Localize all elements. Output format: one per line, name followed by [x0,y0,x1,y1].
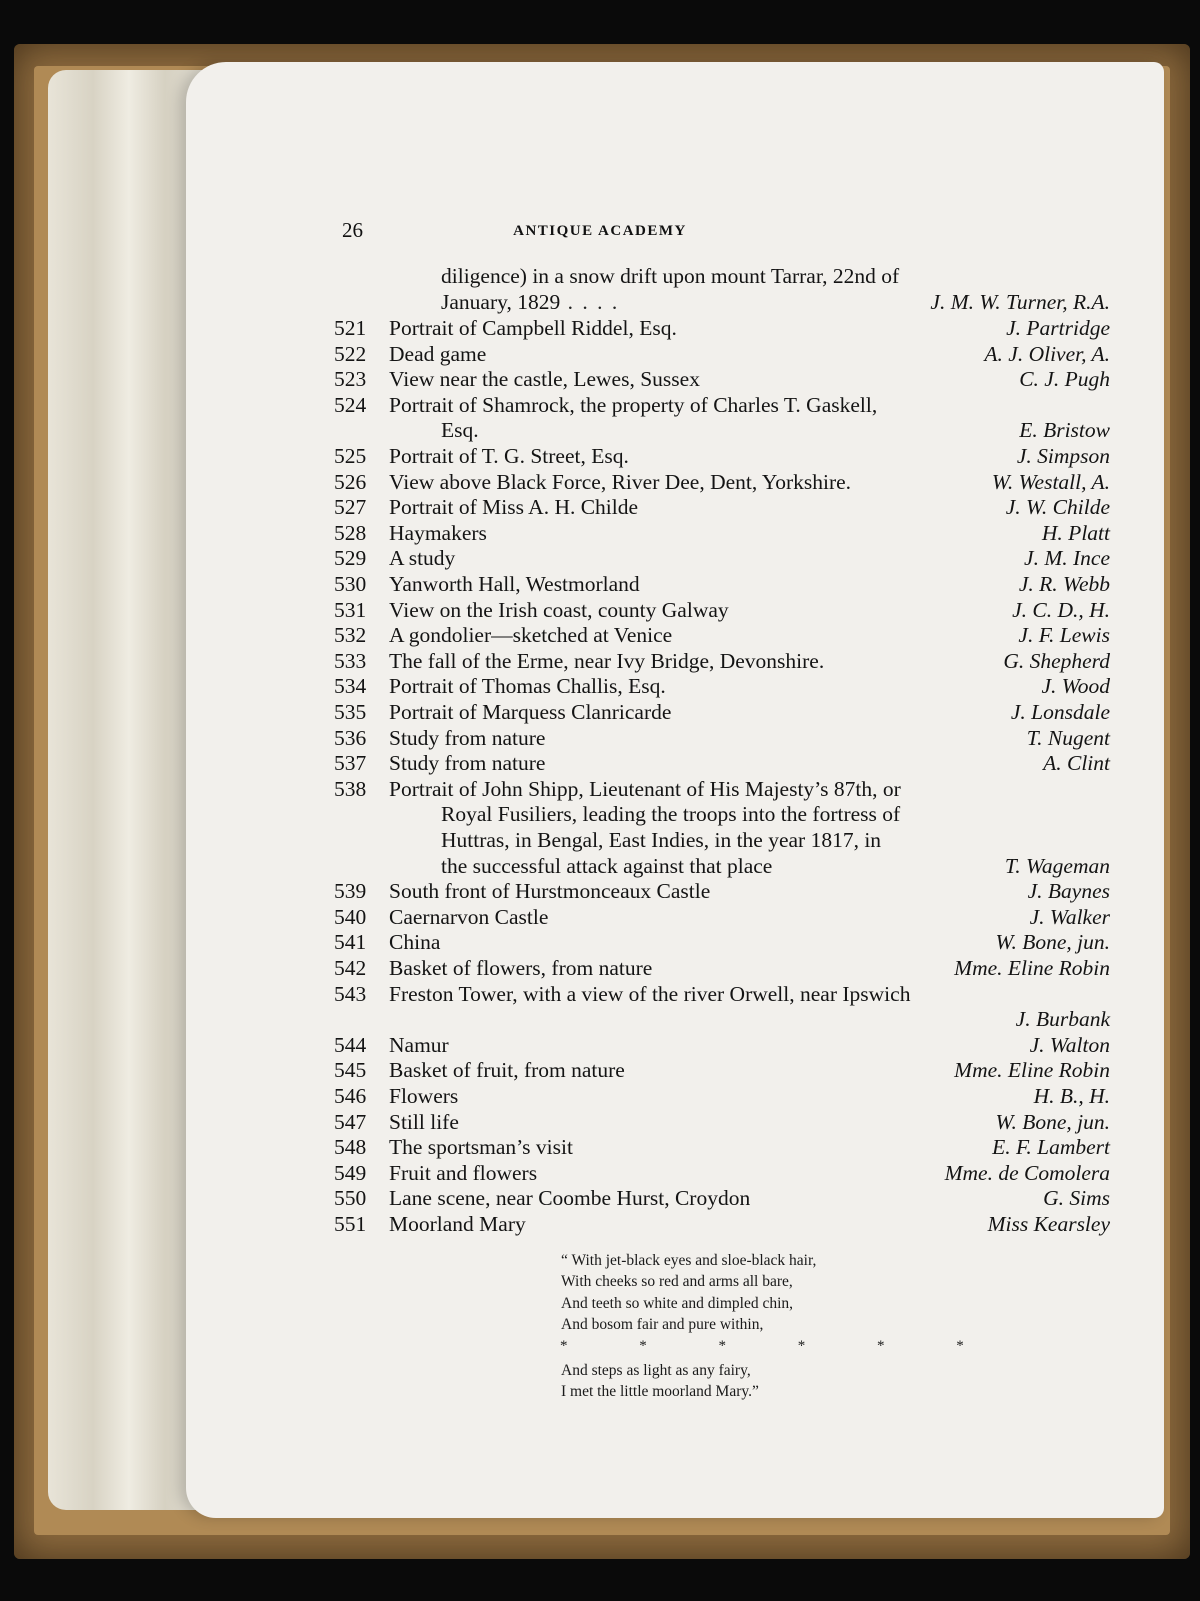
entry-artist: Mme. de Comolera [944,1160,1110,1185]
entry-artist: J. Burbank [1015,1007,1110,1032]
entry-title: A study [389,546,456,571]
entry-artist: J. Walker [1029,904,1110,929]
entry-title: the successful attack against that place [441,853,773,878]
entry-title: Lane scene, near Coombe Hurst, Croydon [389,1186,751,1211]
entry-artist: J. Simpson [1016,444,1110,468]
entry-artist: A. Clint [1043,751,1110,776]
entry-artist: J. Partridge [1006,316,1110,340]
entry-artist: T. Nugent [1026,725,1110,750]
entry-artist: Mme. Eline Robin [954,956,1110,980]
entry-number: 529 [334,546,367,571]
entry-number: 523 [334,367,367,392]
entry-artist: W. Bone, jun. [995,930,1110,955]
entry-title: South front of Hurstmonceaux Castle [389,879,711,904]
entry-number: 545 [334,1058,367,1083]
entry-number: 537 [334,751,367,776]
entry-number: 543 [334,981,367,1006]
entry-artist: A. J. Oliver, A. [984,341,1110,366]
entry-number: 525 [334,444,367,468]
entry-artist: T. Wageman [1004,853,1110,878]
entry-artist: E. F. Lambert [992,1135,1110,1160]
entry-title: Portrait of Miss A. H. Childe [389,495,639,520]
entry-artist: C. J. Pugh [1019,367,1110,392]
entry-title: Huttras, in Bengal, East Indies, in the year 1817, in [441,828,882,852]
entry-artist: J. Lonsdale [1010,700,1110,724]
entry-number: 535 [334,700,367,724]
entry-artist: J. Wood [1041,674,1110,699]
entry-title: Portrait of John Shipp, Lieutenant of His Majesty’s 87th, or [389,776,901,801]
entry-title: Portrait of Thomas Challis, Esq. [389,674,666,699]
entry-number: 527 [334,495,367,520]
entry-title: A gondolier—sketched at Venice [389,623,673,648]
entry-artist: G. Shepherd [1003,648,1110,673]
entry-number: 538 [334,776,367,801]
verse-line: And steps as light as any fairy, [561,1362,751,1379]
entry-title: Moorland Mary [389,1212,526,1236]
entry-number: 530 [334,572,367,596]
entry-title: Yanworth Hall, Westmorland [389,572,640,596]
verse-line: With cheeks so red and arms all bare, [561,1273,793,1290]
entry-number: 541 [334,930,367,955]
entry-number: 540 [334,904,367,929]
entry-title: View near the castle, Lewes, Sussex [389,367,700,392]
verse-line: And teeth so white and dimpled chin, [561,1295,794,1312]
entry-title: Still life [389,1109,459,1134]
entry-title: Portrait of Marquess Clanricarde [389,700,672,724]
entry-title: The fall of the Erme, near Ivy Bridge, Devonshire. [389,648,825,673]
verse-line: “ With jet-black eyes and sloe-black hair, [561,1252,817,1269]
entry-artist: E. Bristow [1019,418,1110,443]
entry-artist: J. Walton [1029,1032,1110,1057]
entry-artist: W. Bone, jun. [995,1109,1110,1134]
entry-title: Portrait of Shamrock, the property of Charles T. Gaskell, [389,392,878,417]
entry-number: 521 [334,316,367,340]
entry-artist: H. Platt [1041,520,1110,545]
entry-number: 528 [334,520,367,545]
entry-title: Royal Fusiliers, leading the troops into the fortress of [441,802,901,827]
asterism: * * * * * * [560,1338,998,1354]
entry-number: 524 [334,392,367,417]
entry-number: 546 [334,1084,367,1108]
entry-title: Fruit and flowers [389,1160,538,1185]
entry-title: The sportsman’s visit [389,1135,573,1160]
entry-artist: J. F. Lewis [1018,623,1110,648]
entry-artist: W. Westall, A. [991,469,1110,494]
entry-number: 539 [334,879,367,904]
entry-title: Esq. [441,418,479,443]
entry-title: Study from nature [389,725,546,750]
entry-artist: Mme. Eline Robin [954,1058,1110,1083]
entry-number: 526 [334,469,367,494]
entry-number: 544 [334,1032,367,1057]
entry-title: Namur [389,1032,449,1057]
verse-line: I met the little moorland Mary.” [561,1383,759,1400]
entry-title: Basket of fruit, from nature [389,1058,625,1083]
entry-artist: H. B., H. [1033,1084,1110,1108]
entry-artist: J. C. D., H. [1012,597,1110,622]
entry-title: Basket of flowers, from nature [389,956,653,980]
entry-artist: J. R. Webb [1018,572,1110,596]
continuation-line: January, 1829 . . . . [441,290,620,314]
entry-title: Freston Tower, with a view of the river Orwell, near Ipswich [389,981,911,1006]
entry-title: Dead game [389,341,487,366]
entry-artist: Miss Kearsley [987,1212,1110,1236]
entry-number: 534 [334,674,367,699]
entry-number: 533 [334,648,367,673]
entry-artist: J. W. Childe [1005,495,1110,520]
entry-title: View on the Irish coast, county Galway [389,597,729,622]
continuation-artist: J. M. W. Turner, R.A. [930,290,1110,314]
entry-title: Portrait of T. G. Street, Esq. [389,444,629,468]
entry-title: China [389,930,441,955]
entry-title: Caernarvon Castle [389,904,549,929]
entry-number: 522 [334,341,367,366]
running-title: ANTIQUE ACADEMY [513,223,687,239]
entry-title: View above Black Force, River Dee, Dent, Yorkshire. [389,469,852,494]
entry-title: Haymakers [389,520,487,545]
entry-number: 542 [334,956,367,980]
entry-title: Portrait of Campbell Riddel, Esq. [389,316,677,340]
entry-number: 549 [334,1160,367,1185]
entry-artist: J. Baynes [1027,879,1110,904]
continuation-line: diligence) in a snow drift upon mount Tarrar, 22nd of [441,264,900,288]
entry-title: Flowers [389,1084,459,1108]
page-number: 26 [342,218,363,242]
entry-number: 548 [334,1135,367,1160]
entry-number: 531 [334,597,367,622]
entry-number: 551 [334,1212,367,1236]
entry-number: 547 [334,1109,367,1134]
entry-number: 532 [334,623,367,648]
entry-title: Study from nature [389,751,546,776]
entry-number: 536 [334,725,367,750]
entry-artist: G. Sims [1043,1186,1110,1211]
entry-number: 550 [334,1186,367,1211]
verse-line: And bosom fair and pure within, [561,1316,764,1333]
entry-artist: J. M. Ince [1024,546,1110,571]
